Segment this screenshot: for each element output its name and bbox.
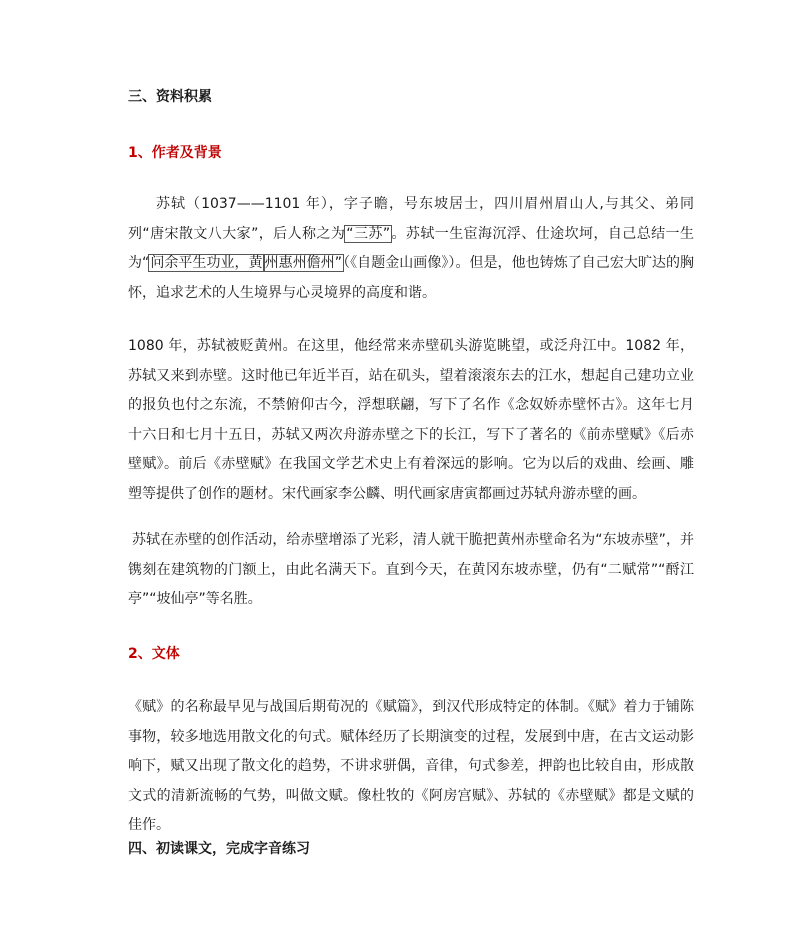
section-heading-materials: 三、资料积累 [128,89,212,105]
paragraph-huangzhou-exile: 1080 年，苏轼被贬黄州。在这里，他经常来赤壁矶头游览眺望，或泛舟江中。1082 年，苏轼又来到赤壁。这时他已年近半百，站在矶头，望着滚滚东去的江水，想起自己建功立业的报负也付之东流，不禁俯仰古今，浮想联翩，写下了名作《念奴娇赤壁怀古》。这年七月十六日和七月十五日，苏轼又两次舟游赤壁之下的长江，写下了著名的《前赤壁赋》《后赤壁赋》。前后《赤壁赋》在我国文学艺术史上有着深远的影响。它为以后的戏曲、绘画、雕塑等提供了创作的题材。宋代画家李公麟、明代画家唐寅都画过苏轼舟游赤壁的画。 [128,338,694,502]
boxed-quote-part2: 州惠州儋州” [264,255,343,271]
paragraph-author-bio [128,190,694,308]
boxed-phrase-three-su: “三苏” [346,225,391,242]
paragraph-dongpo-chibi: 苏轼在赤壁的创作活动，给赤壁增添了光彩，清人就干脆把黄州赤壁命名为“东坡赤壁”，并镌刻在建筑物的门额上，由此名满天下。直到今天，在黄冈东坡赤壁，仍有“二赋常”“酹江亭”“坡仙亭”等名胜。 [128,532,694,607]
subheading-genre: 2、文体 [128,646,180,662]
section-heading-first-reading: 四、初读课文，完成字音练习 [128,841,310,857]
bio-text-part2: 。苏轼一生宦海沉浮、仕途坎坷，自己总结一生为“ [128,225,694,271]
subheading-author-background: 1、作者及背景 [128,145,222,161]
bio-text-part1: 苏轼（1037——1101 年），字子瞻，号东坡居士，四川眉州眉山人,与其父、弟同列“唐宋散文八大家”，后人称之为 [128,196,694,242]
bio-text-part3: （《自题金山画像》）。但是，他也铸炼了自己宏大旷达的胸怀，追求艺术的人生境界与心灵境界的高度和谐。 [128,255,695,301]
paragraph-fu-genre: 《赋》的名称最早见与战国后期荀况的《赋篇》，到汉代形成特定的体制。《赋》着力于铺陈事物，较多地选用散文化的句式。赋体经历了长期演变的过程，发展到中唐，在古文运动影响下，赋又出现了散文化的趋势，不讲求骈偶，音律，句式参差，押韵也比较自由，形成散文式的清新流畅的气势，叫做文赋。像杜牧的《阿房宫赋》、苏轼的《赤壁赋》都是文赋的佳作。 [128,699,694,833]
boxed-quote-part1: 问余平生功业，黄 [150,255,263,271]
